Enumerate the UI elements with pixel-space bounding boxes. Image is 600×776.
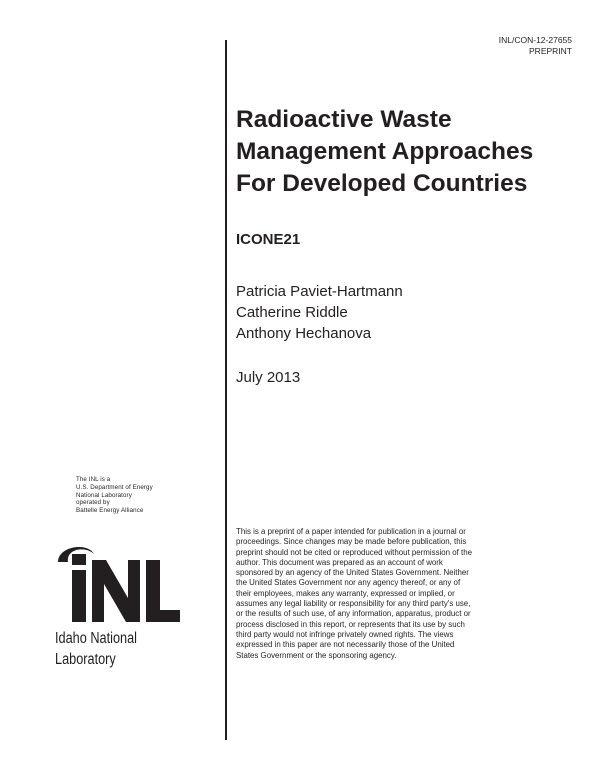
disclaimer-line: preprint should not be cited or reproduced without permission of the [236,547,472,557]
author-name: Patricia Paviet-Hartmann [236,283,403,300]
inl-info-line: The INL is a [76,476,111,483]
report-identifier [499,35,572,57]
author-name: Catherine Riddle [236,304,348,321]
inl-info-line: National Laboratory [76,491,132,499]
preprint-disclaimer [236,527,556,661]
logo-wordmark-line-2: Laboratory [55,651,116,668]
logo-l-letter [146,560,180,622]
inl-info-line: Battelle Energy Alliance [76,507,144,515]
logo-i-dot [72,554,86,565]
title-line-3: For Developed Countries [236,170,528,197]
inl-logo-mark [52,540,192,632]
logo-i-stem [72,570,86,622]
inl-info-line: operated by [76,499,110,507]
disclaimer-line: process disclosed in this report, or represents that its use by such [236,619,465,629]
inl-logo [52,540,192,672]
inl-operator-statement [76,476,153,515]
title-line-2: Management Approaches [236,138,534,165]
title-line-1: Radioactive Waste [236,106,452,133]
document-title [236,104,586,200]
disclaimer-line: the United States Government nor any agency thereof, or any of [236,578,461,588]
disclaimer-line: States Government or the sponsoring agency. [236,650,397,660]
disclaimer-line: their employees, makes any warranty, expressed or implied, or [236,588,455,598]
disclaimer-line: assumes any legal liability or responsibility for any third party's use, [236,599,471,609]
disclaimer-line: third party would not infringe privately owned rights. The views [236,629,454,639]
logo-n-letter [92,560,140,622]
vertical-divider [225,40,227,740]
inl-info-line: U.S. Department of Energy [76,483,153,491]
publication-date: July 2013 [236,369,301,386]
disclaimer-line: or the results of such use, of any information, apparatus, product or [236,609,471,619]
author-name: Anthony Hechanova [236,325,372,342]
disclaimer-line: sponsored by an agency of the United States Government. Neither [236,568,469,578]
disclaimer-line: expressed in this paper are not necessarily those of the United [236,640,455,650]
conference-name: ICONE21 [236,231,301,248]
preprint-label: PREPRINT [529,46,572,56]
author-list [236,281,403,344]
disclaimer-line: This is a preprint of a paper intended for publication in a journal or [236,527,466,536]
disclaimer-line: proceedings. Since changes may be made before publication, this [236,537,467,547]
logo-wordmark-line-1: Idaho National [55,630,137,647]
report-number: INL/CON-12-27655 [498,35,572,45]
disclaimer-line: author. This document was prepared as an account of work [236,557,443,567]
